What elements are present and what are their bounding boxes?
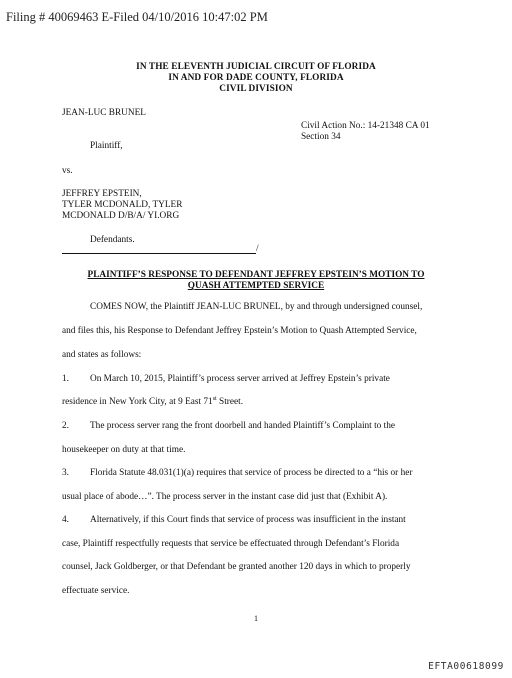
paragraph-4-line4: effectuate service. bbox=[62, 586, 130, 596]
court-heading-line1: IN THE ELEVENTH JUDICIAL CIRCUIT OF FLORIDA bbox=[136, 62, 376, 72]
paragraph-4-line2: case, Plaintiff respectfully requests that service be effectuated through Defendant’s Florida bbox=[62, 539, 400, 549]
caption-slash: / bbox=[256, 244, 259, 254]
paragraph-1-line2-pre: residence in New York City, at 9 East 71 bbox=[62, 397, 213, 407]
versus: vs. bbox=[62, 166, 73, 176]
document-title-line2: QUASH ATTEMPTED SERVICE bbox=[187, 281, 325, 291]
filing-stamp: Filing # 40069463 E-Filed 04/10/2016 10:47:02 PM bbox=[6, 10, 268, 24]
signature-line bbox=[62, 253, 256, 254]
page-number: 1 bbox=[254, 614, 258, 623]
paragraph-1-line2-post: Street. bbox=[216, 397, 244, 407]
bates-number: EFTA00618099 bbox=[428, 661, 504, 672]
plaintiff-role: Plaintiff, bbox=[90, 141, 123, 151]
paragraph-1-line1: On March 10, 2015, Plaintiff’s process server arrived at Jeffrey Epstein’s private bbox=[90, 374, 390, 384]
paragraph-4-line3: counsel, Jack Goldberger, or that Defendant be granted another 120 days in which to properly bbox=[62, 562, 411, 572]
paragraph-3-line1: Florida Statute 48.031(1)(a) requires that service of process be directed to a “his or her bbox=[90, 468, 413, 478]
section-number: Section 34 bbox=[301, 132, 341, 142]
defendant-line1: JEFFREY EPSTEIN, bbox=[62, 189, 142, 199]
defendant-line3: MCDONALD D/B/A/ YI.ORG bbox=[62, 211, 180, 221]
paragraph-3-line2: usual place of abode…”. The process server in the instant case did just that (Exhibit A). bbox=[62, 492, 388, 502]
document-title-line1: PLAINTIFF’S RESPONSE TO DEFENDANT JEFFREY EPSTEIN’S MOTION TO bbox=[87, 270, 425, 280]
court-heading-line2: IN AND FOR DADE COUNTY, FLORIDA bbox=[168, 73, 344, 83]
paragraph-2-number: 2. bbox=[62, 421, 69, 431]
paragraph-3-number: 3. bbox=[62, 468, 69, 478]
paragraph-4-number: 4. bbox=[62, 515, 69, 525]
court-heading-line3: CIVIL DIVISION bbox=[219, 84, 293, 94]
paragraph-1-number: 1. bbox=[62, 374, 69, 384]
paragraph-2-line2: housekeeper on duty at that time. bbox=[62, 445, 186, 455]
defendants-role: Defendants. bbox=[90, 235, 135, 245]
ordinal-suffix: st bbox=[212, 395, 217, 402]
civil-action-number: Civil Action No.: 14-21348 CA 01 bbox=[301, 121, 430, 131]
defendant-line2: TYLER MCDONALD, TYLER bbox=[62, 200, 183, 210]
intro-line2: and files this, his Response to Defendant Jeffrey Epstein’s Motion to Quash Attempted Service, bbox=[62, 326, 417, 336]
paragraph-1-line2 bbox=[62, 397, 243, 407]
intro-line3: and states as follows: bbox=[62, 350, 142, 360]
intro-line1: COMES NOW, the Plaintiff JEAN-LUC BRUNEL, by and through undersigned counsel, bbox=[90, 302, 423, 312]
paragraph-4-line1: Alternatively, if this Court finds that service of process was insufficient in the instant bbox=[90, 515, 406, 525]
paragraph-2-line1: The process server rang the front doorbell and handed Plaintiff’s Complaint to the bbox=[90, 421, 395, 431]
plaintiff-name: JEAN-LUC BRUNEL bbox=[62, 108, 146, 118]
